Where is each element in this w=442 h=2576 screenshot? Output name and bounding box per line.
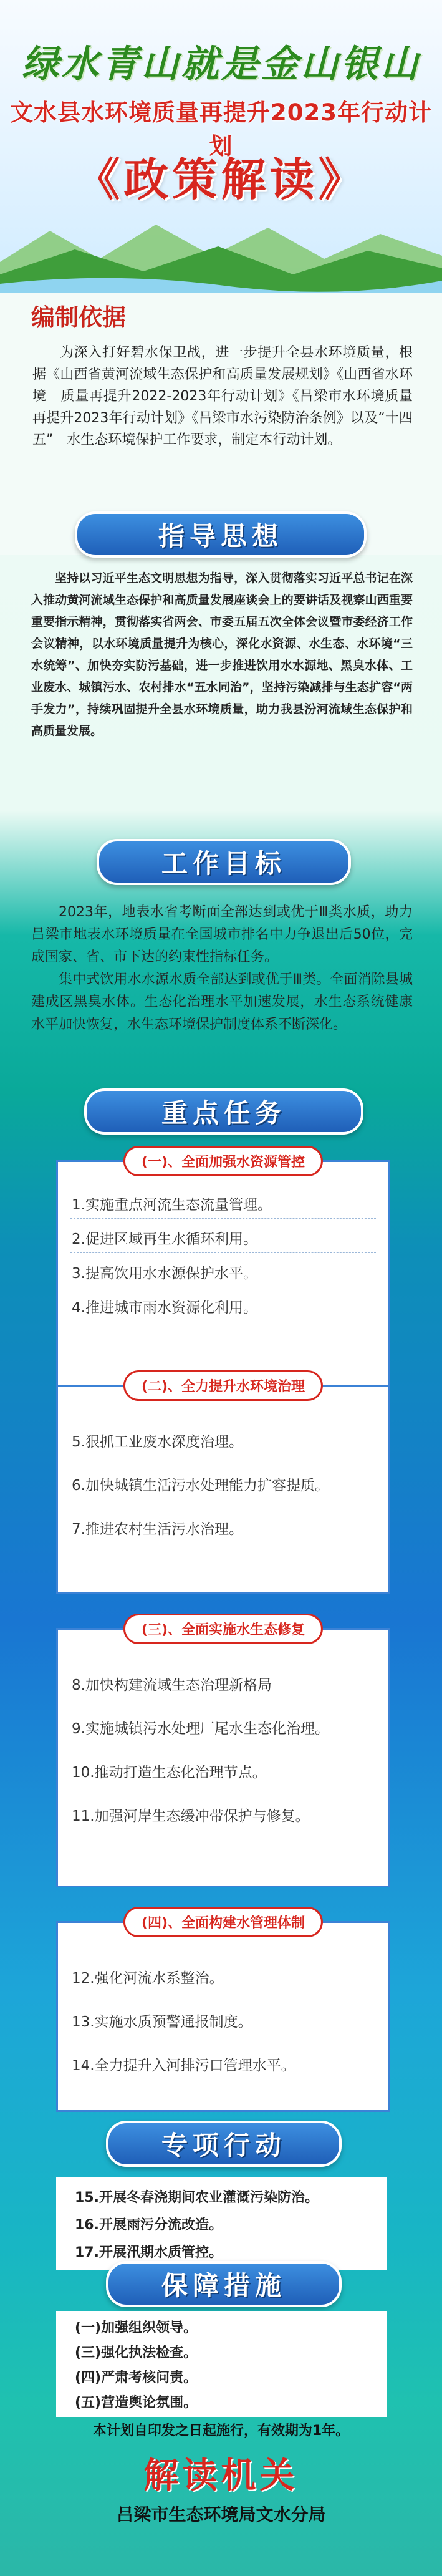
- goal-paragraph: 集中式饮用水水源水质全部达到或优于Ⅲ类。全面消除县城建成区黑臭水体。生态化治理水平加速发展，水生态系统健康水平加快恢复，水生态环境保护制度体系不断深化。: [31, 972, 413, 1032]
- task-item: 12.强化河流水系整治。: [72, 1970, 224, 1987]
- task-group-title: (二)、全力提升水环境治理: [123, 1370, 323, 1401]
- divider: [70, 1218, 376, 1219]
- action-item: 17.开展汛期水质管控。: [75, 2245, 223, 2260]
- safeguard-item: (三)强化执法检查。: [75, 2345, 198, 2361]
- task-item: 5.狠抓工业废水深度治理。: [72, 1434, 243, 1450]
- task-item: 9.实施城镇污水处理厂尾水生态化治理。: [72, 1721, 329, 1737]
- task-group-title: (四)、全面构建水管理体制: [123, 1907, 323, 1937]
- safeguard-item: (四)严肃考核问责。: [75, 2370, 198, 2386]
- basis-heading: 编制依据: [31, 304, 127, 331]
- safeguards-box: [56, 2311, 387, 2417]
- task-item: 11.加强河岸生态缓冲带保护与修复。: [72, 1808, 310, 1824]
- issuing-authority-heading: 解读机关: [143, 2456, 299, 2496]
- divider: [70, 1252, 376, 1253]
- page-subtitle: 《政策解读》: [75, 153, 367, 206]
- task-group-title: (一)、全面加强水资源管控: [123, 1146, 323, 1176]
- task-item: 8.加快构建流域生态治理新格局: [72, 1677, 272, 1693]
- goal-paragraph: 2023年，地表水省考断面全部达到或优于Ⅲ类水质，助力吕梁市地表水环境质量在全国城市排名中力争退出后50位，完成国家、省、市下达的约束性指标任务。: [31, 904, 413, 965]
- mountain-landscape-illustration: [0, 206, 442, 299]
- task-group-2: [56, 1379, 390, 1594]
- page-title: 文水县水环境质量再提升2023年行动计划: [10, 99, 432, 160]
- tasks-heading: 重点任务: [84, 1088, 363, 1135]
- action-item: 16.开展雨污分流改造。: [75, 2217, 223, 2233]
- task-group-4: [56, 1915, 390, 2112]
- goals-text: [31, 901, 413, 1036]
- safeguard-item: (一)加强组织领导。: [75, 2320, 198, 2336]
- task-item: 13.实施水质预警通报制度。: [72, 2014, 252, 2030]
- task-group-title: (三)、全面实施水生态修复: [123, 1614, 323, 1644]
- guiding-text: 坚持以习近平生态文明思想为指导，深入贯彻落实习近平总书记在深入推动黄河流域生态保护和高质量发展座谈会上的要讲话及视察山西重要重要指示精神，贯彻落实省两会、市委五届五次全体会议暨市委经济工作会议精神，以水环境质量提升为核心，深化水资源、水生态、水环境“三水统筹”、加快夯实防污基础，进一步推进饮用水水源地、黑臭水体、工业废水、城镇污水、农村排水“五水同治”，坚持污染减排与生态扩容“两手发力”，持续巩固提升全县水环境质量，助力我县汾河流域生态保护和高质量发展。: [31, 571, 413, 738]
- task-item: 4.推进城市雨水资源化利用。: [72, 1300, 257, 1316]
- slogan: 绿水青山就是金山银山: [21, 42, 421, 86]
- issuing-authority-name: 吕梁市生态环境局文水分局: [116, 2504, 326, 2525]
- guiding-heading: 指导思想: [75, 511, 367, 558]
- action-item: 15.开展冬春浇期间农业灌溉污染防治。: [75, 2190, 319, 2206]
- task-item: 6.加快城镇生活污水处理能力扩容提质。: [72, 1478, 329, 1494]
- validity-note: 本计划自印发之日起施行，有效期为1年。: [92, 2423, 350, 2439]
- task-item: 1.实施重点河流生态流量管理。: [72, 1197, 272, 1213]
- task-group-3: [56, 1622, 390, 1887]
- safeguards-heading: 保障措施: [106, 2261, 342, 2307]
- task-item: 2.促进区域再生水循环利用。: [72, 1231, 257, 1247]
- basis-text: 为深入打好碧水保卫战，进一步提升全县水环境质量，根据《山西省黄河流域生态保护和高质量发展规划》《山西省水环境 质量再提升2022-2023年行动计划》《吕梁市水环境质量再提升2023年行动计划》《吕梁市水污染防治条例》以及“十四五” 水生态环境保护工作要求，制定本行动计划。: [32, 345, 413, 448]
- task-item: 7.推进农村生活污水治理。: [72, 1521, 243, 1537]
- task-item: 3.提高饮用水水源保护水平。: [72, 1266, 257, 1282]
- goals-heading: 工作目标: [97, 839, 351, 885]
- safeguard-item: (五)营造舆论氛围。: [75, 2395, 198, 2411]
- actions-box: [56, 2177, 387, 2270]
- task-item: 10.推动打造生态化治理节点。: [72, 1765, 267, 1781]
- actions-heading: 专项行动: [106, 2121, 342, 2167]
- task-item: 14.全力提升入河排污口管理水平。: [72, 2058, 295, 2074]
